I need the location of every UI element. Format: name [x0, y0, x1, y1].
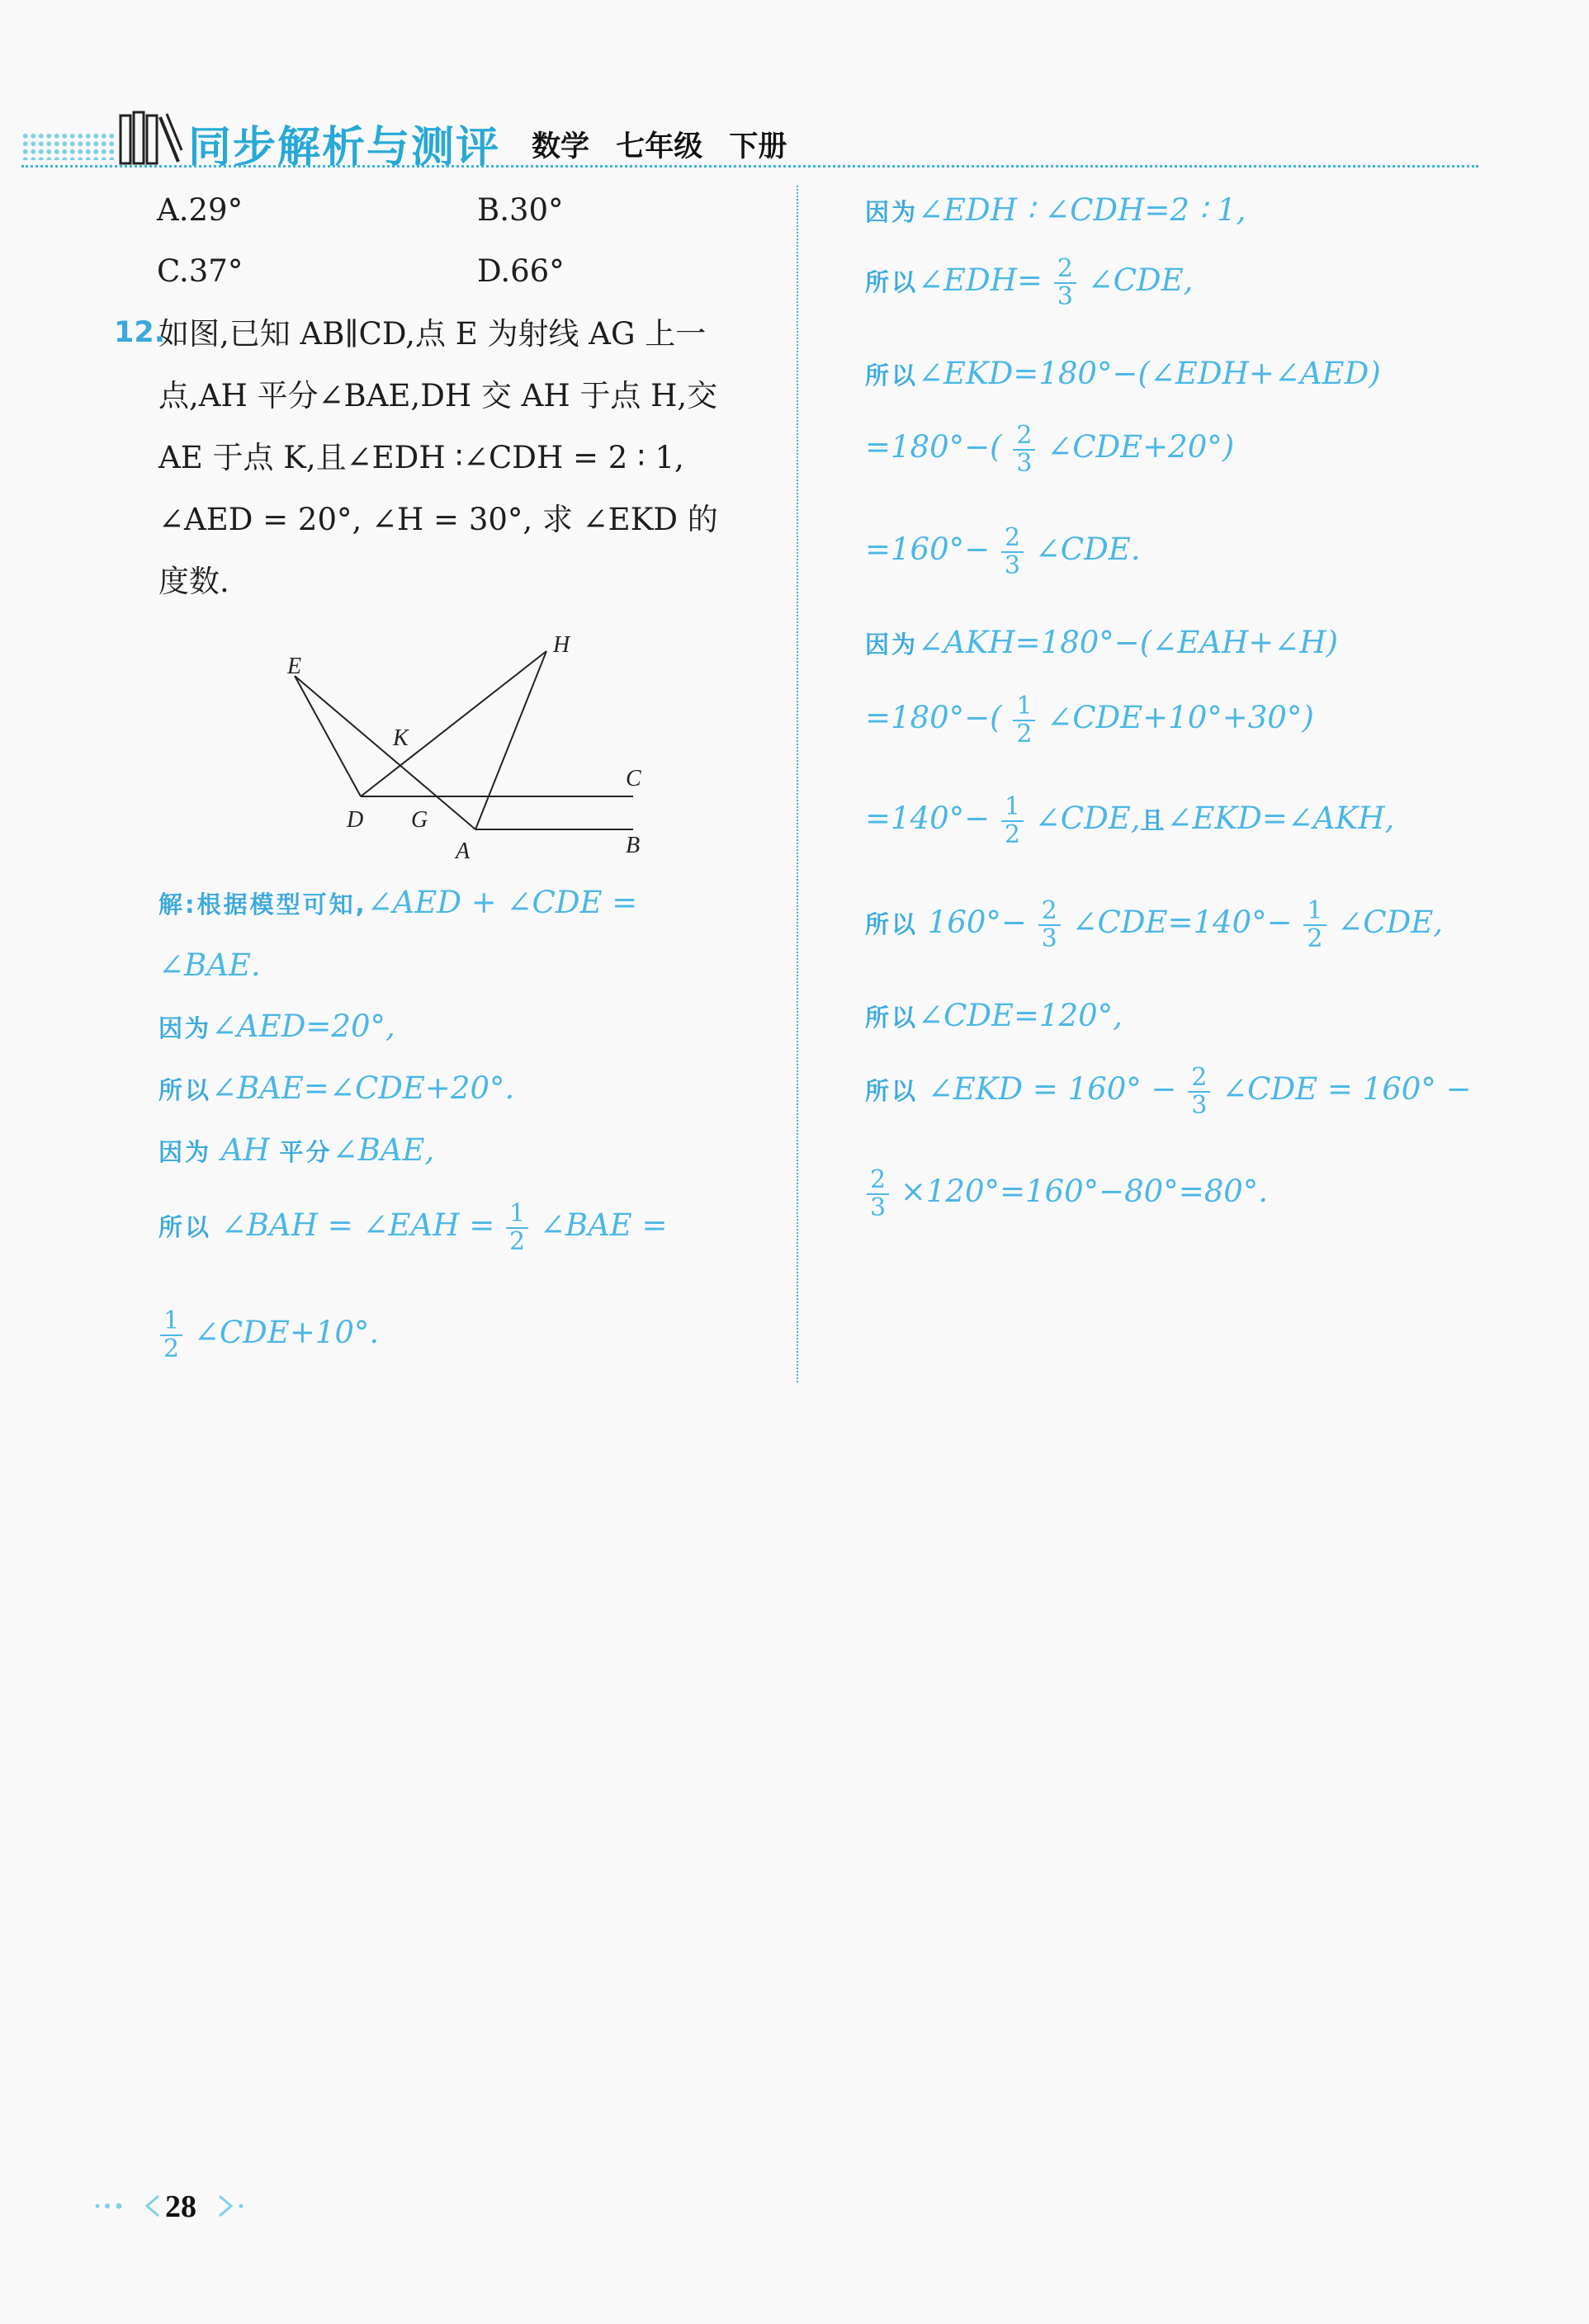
solution-text: ∠EKD = 160° − — [927, 1071, 1177, 1107]
fraction: $\frac{2}{3}$ — [1038, 898, 1061, 952]
question-number: 12. — [114, 316, 166, 349]
label-B: B — [626, 833, 641, 858]
right-line-8 — [865, 794, 1394, 848]
solution-line-6 — [158, 1201, 668, 1254]
fraction: $\frac{2}{3}$ — [1188, 1065, 1210, 1118]
choice-a: A.29° — [157, 192, 244, 228]
solution-text: ∠CDE+10°. — [193, 1315, 380, 1350]
solution-text: ∠AED + ∠CDE = — [367, 885, 638, 920]
solution-label: 所以 — [865, 361, 919, 390]
subject: 数学 — [532, 130, 590, 163]
label-H: H — [553, 632, 570, 658]
solution-text: ∠CDE = 160° − — [1222, 1071, 1472, 1107]
right-line-10 — [865, 1000, 1123, 1031]
right-line-2 — [865, 256, 1193, 309]
right-line-9 — [865, 898, 1443, 952]
solution-text: ∠EDH ∶ ∠CDH=2 ∶ 1, — [918, 192, 1246, 228]
right-line-11 — [865, 1065, 1472, 1118]
question-line-5: 度数. — [158, 564, 229, 599]
solution-text: ∠BAE = — [539, 1207, 668, 1243]
fraction: $\frac{1}{2}$ — [160, 1308, 182, 1362]
solution-label: 平分 — [279, 1138, 333, 1166]
choice-c: C.37° — [157, 253, 244, 289]
fraction: $\frac{1}{2}$ — [1013, 693, 1035, 747]
label-G: G — [411, 807, 428, 833]
solution-line-2: ∠BAE. — [158, 947, 261, 983]
solution-text: ∠BAH = ∠EAH = — [220, 1207, 495, 1243]
choice-b: B.30° — [477, 192, 564, 228]
label-K: K — [393, 725, 409, 751]
right-line-3 — [865, 358, 1381, 389]
books-icon — [117, 109, 183, 167]
segment-ED — [295, 676, 361, 796]
label-C: C — [626, 766, 641, 791]
question-line-4: ∠AED = 20°, ∠H = 30°, 求 ∠EKD 的 — [158, 502, 718, 537]
solution-text: ∠AED=20°, — [211, 1008, 395, 1044]
solution-label: 且 — [1140, 806, 1167, 834]
right-line-1 — [865, 192, 1246, 228]
header-dot-pattern — [21, 132, 116, 160]
geometry-figure — [272, 611, 652, 867]
solution-text: =140°− — [865, 801, 991, 836]
label-A: A — [456, 838, 471, 864]
page-number: 28 — [165, 2189, 196, 2224]
solution-text: AH — [220, 1132, 270, 1168]
solution-text: 160°− — [927, 905, 1027, 940]
label-D: D — [347, 807, 364, 833]
fraction: $\frac{2}{3}$ — [1054, 256, 1076, 309]
question-line-2: 点,AH 平分∠BAE,DH 交 AH 于点 H,交 — [158, 378, 718, 413]
segment-DH — [361, 651, 546, 796]
solution-label: 所以 — [158, 1076, 212, 1104]
solution-text: =160°− — [865, 531, 991, 567]
segment-EA — [295, 676, 475, 829]
choice-d: D.66° — [477, 253, 565, 289]
right-line-4 — [865, 423, 1234, 476]
solution-text: ∠BAE=∠CDE+20°. — [211, 1070, 515, 1106]
volume: 下册 — [729, 130, 787, 163]
solution-text: ∠CDE+10°+30°) — [1047, 700, 1314, 735]
solution-label: 所以 — [865, 268, 919, 296]
solution-label: 因为 — [158, 1138, 212, 1166]
grade: 七年级 — [616, 130, 703, 163]
solution-label: 所以 — [158, 1213, 212, 1241]
fraction: $\frac{1}{2}$ — [506, 1201, 528, 1254]
subject-grade — [532, 124, 787, 165]
solution-text: ×120°=160°−80°=80°. — [900, 1174, 1269, 1209]
solution-text: ∠CDE, — [1337, 905, 1444, 940]
solution-text: ∠CDE=120°, — [918, 998, 1123, 1033]
solution-text: =180°−( — [865, 700, 1002, 735]
fraction: $\frac{1}{2}$ — [1303, 898, 1326, 952]
solution-text: ∠AKH=180°−(∠EAH+∠H) — [918, 625, 1338, 660]
right-line-5 — [865, 525, 1141, 579]
solution-label: 因为 — [865, 198, 919, 226]
solution-line-5 — [158, 1132, 435, 1168]
solution-label: 所以 — [865, 1077, 919, 1105]
solution-line-4 — [158, 1070, 515, 1106]
fraction: $\frac{1}{2}$ — [1001, 794, 1024, 848]
solution-label: 所以 — [865, 910, 919, 938]
solution-text: =180°−( — [865, 429, 1002, 465]
solution-line-3 — [158, 1008, 395, 1044]
solution-text: ∠EDH= — [918, 262, 1043, 298]
fraction: $\frac{2}{3}$ — [867, 1167, 889, 1221]
solution-text: ∠EKD=∠AKH, — [1166, 801, 1395, 836]
solution-text: ∠CDE, — [1034, 801, 1141, 836]
solution-label: 解:根据模型可知, — [158, 890, 367, 919]
right-line-6 — [865, 627, 1338, 658]
solution-label: 因为 — [158, 1014, 212, 1042]
column-divider — [797, 186, 798, 1382]
solution-label: 所以 — [865, 1004, 919, 1032]
question-line-1: 如图,已知 AB∥CD,点 E 为射线 AG 上一 — [158, 316, 707, 352]
solution-line-7 — [158, 1308, 379, 1362]
fraction: $\frac{2}{3}$ — [1001, 525, 1024, 579]
solution-text: ∠CDE, — [1087, 262, 1194, 298]
solution-text: ∠CDE. — [1034, 531, 1141, 567]
series-title: 同步解析与测评 — [188, 123, 501, 172]
solution-text: ∠CDE=140°− — [1071, 905, 1293, 940]
right-line-12 — [865, 1167, 1268, 1221]
solution-text: ∠CDE+20°) — [1047, 429, 1235, 465]
solution-label: 因为 — [865, 631, 919, 659]
question-line-3: AE 于点 K,且∠EDH ∶∠CDH = 2 ∶ 1, — [158, 440, 684, 475]
label-E: E — [287, 654, 302, 679]
right-line-7 — [865, 693, 1314, 747]
solution-text: ∠EKD=180°−(∠EDH+∠AED) — [918, 356, 1381, 391]
fraction: $\frac{2}{3}$ — [1013, 423, 1035, 476]
header-rule — [21, 165, 1478, 168]
solution-line-1 — [158, 887, 637, 918]
solution-text: ∠BAE, — [332, 1132, 435, 1168]
